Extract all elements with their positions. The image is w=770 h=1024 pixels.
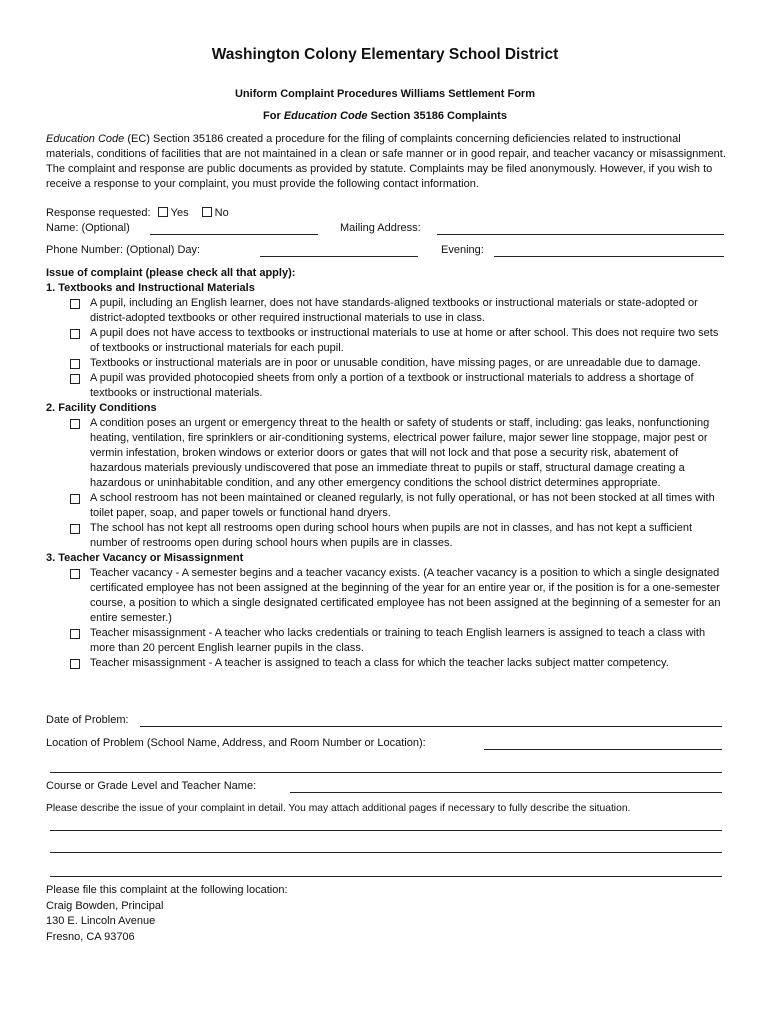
issue-item: Teacher misassignment - A teacher who lacks credentials or training to teach English learners is assigned to teach a class with more than 20 percent English learner pupils in the class. [46,626,730,656]
principal-name: Craig Bowden, Principal [46,899,164,912]
location-label: Location of Problem (School Name, Address, and Room Number or Location): [46,737,426,749]
intro-paragraph: Education Code (EC) Section 35186 created a procedure for the filing of complaints concerning deficiencies related to instructional materials, conditions of facilities that are not maintained in a clean or safe manner or in good repair, and teacher vacancy or misassignment. The complaint and response are public documents as provided by statute. Complaints may be filed anonymously. However, if you wish to receive a response to your complaint, you must provide the following contact information. [46,133,726,190]
location-field[interactable] [484,749,722,750]
location-field-line-2[interactable] [50,772,722,773]
description-line-3[interactable] [50,876,722,877]
response-no-checkbox[interactable] [202,207,212,217]
issue-checkbox[interactable] [70,374,80,384]
issue-checkbox[interactable] [70,659,80,669]
issue-item: Teacher vacancy - A semester begins and a teacher vacancy exists. (A teacher vacancy is a position to which a single designated certificated employee has not been assigned at the beginning of the year for an entire year or, if the position is for a one-semester course, a position to which a single designated certificated employee has not been assigned at the beginning of a semester for an entire semester.) [46,566,730,626]
name-label: Name: (Optional) [46,222,130,234]
issue-item: A school restroom has not been maintained or cleaned regularly, is not fully operational, or has not been stocked at all times with toilet paper, soap, and paper towels or functional hand dryers. [46,491,730,521]
issue-item: A pupil was provided photocopied sheets from only a portion of a textbook or instructional materials to address a shortage of textbooks or instructional materials. [46,371,730,401]
phone-day-label: Phone Number: (Optional) Day: [46,244,201,256]
issue-item: Teacher misassignment - A teacher is assigned to teach a class for which the teacher lacks subject matter competency. [46,656,730,671]
issue-item: Textbooks or instructional materials are in poor or unusable condition, have missing pages, or are unreadable due to damage. [46,356,730,371]
describe-issue-label: Please describe the issue of your complaint in detail. You may attach additional pages if necessary to fully describe the situation. [46,803,631,814]
issue-checkbox[interactable] [70,359,80,369]
filing-location [46,883,288,945]
date-of-problem-field[interactable] [140,726,722,727]
form-subtitle-code: For Education Code Section 35186 Complaints [263,110,507,122]
issue-checkbox[interactable] [70,329,80,339]
issue-checkbox[interactable] [70,494,80,504]
phone-evening-label: Evening: [441,244,484,256]
issue-checkbox[interactable] [70,299,80,309]
section-title: 3. Teacher Vacancy or Misassignment [46,552,244,564]
phone-day-field[interactable] [260,256,418,257]
issue-checkbox[interactable] [70,629,80,639]
section-title: 2. Facility Conditions [46,402,157,414]
city-state-zip: Fresno, CA 93706 [46,930,135,943]
issue-item: A pupil does not have access to textbooks or instructional materials to use at home or after school. This does not require two sets of textbooks or instructional materials for each pupil. [46,326,730,356]
issue-checkbox[interactable] [70,524,80,534]
course-teacher-label: Course or Grade Level and Teacher Name: [46,780,257,792]
issue-checkbox[interactable] [70,419,80,429]
section-title: 1. Textbooks and Instructional Materials [46,282,255,294]
issue-item: The school has not kept all restrooms open during school hours when pupils are not in classes, and has not kept a sufficient number of restrooms open during school hours when pupils are in classes. [46,521,730,551]
response-requested-row: Response requested: Yes No [46,207,229,219]
issues-section [46,266,730,671]
issue-checkbox[interactable] [70,569,80,579]
course-teacher-field[interactable] [290,792,722,793]
filing-intro: Please file this complaint at the following location: [46,884,288,896]
form-subtitle: Uniform Complaint Procedures Williams Settlement Form [234,88,535,100]
mailing-address-label: Mailing Address: [340,222,421,234]
name-field[interactable] [150,234,318,235]
street-address: 130 E. Lincoln Avenue [46,915,156,927]
issue-item: A pupil, including an English learner, does not have standards-aligned textbooks or instructional materials or state-adopted or district-adopted textbooks or other required instructional materials to use in class. [46,296,730,326]
mailing-address-field[interactable] [437,234,724,235]
date-of-problem-label: Date of Problem: [46,714,129,726]
description-line-1[interactable] [50,830,722,831]
description-line-2[interactable] [50,852,722,853]
issue-item: A condition poses an urgent or emergency threat to the health or safety of students or staff, including: gas leaks, nonfunctioning heating, ventilation, fire sprinklers or air-conditioning systems, electrical power failure, major sewer line stoppage, major pest or vermin infestation, broken windows or exterior doors or gates that will not lock and that pose a security risk, abatement of hazardous materials previously undiscovered that pose an immediate threat to pupils or staff, structural damage creating a hazardous or uninhabitable condition, and any other emergency conditions the school district determines appropriate. [46,416,730,491]
district-title: Washington Colony Elementary School District [211,46,559,63]
response-yes-checkbox[interactable] [158,207,168,217]
phone-evening-field[interactable] [494,256,724,257]
issues-heading: Issue of complaint (please check all that apply): [46,267,296,279]
